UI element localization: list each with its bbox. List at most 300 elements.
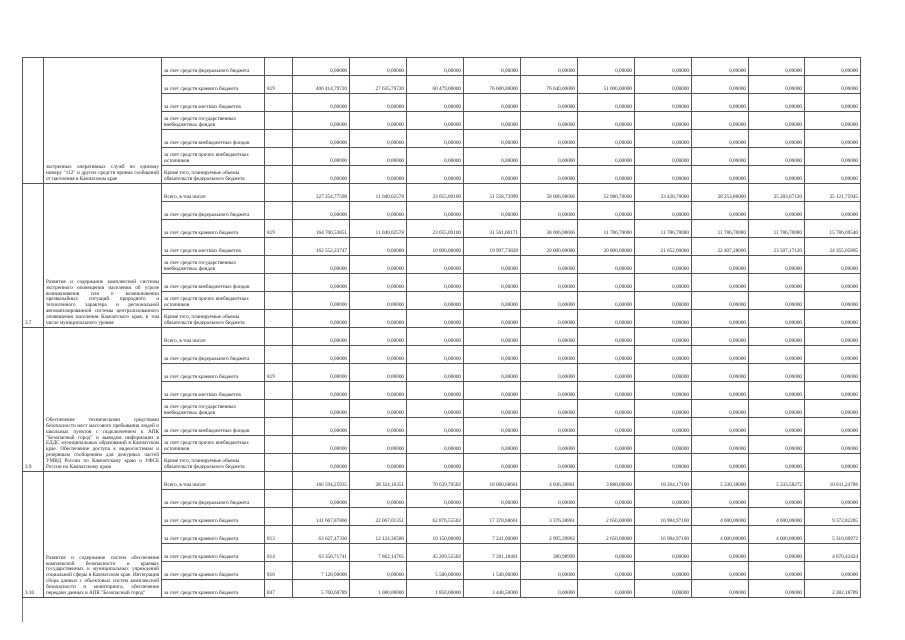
amount-cell: 0,00000 — [692, 130, 749, 148]
amount-cell: 0,00000 — [692, 580, 749, 598]
amount-cell: 0,00000 — [350, 94, 407, 112]
amount-cell: 0,00000 — [350, 166, 407, 184]
funding-source: за счет средств краевого бюджета — [162, 544, 265, 562]
amount-cell: 0,00000 — [692, 562, 749, 580]
amount-cell: 18 264,17100 — [635, 472, 692, 490]
amount-cell: 0,00000 — [464, 94, 521, 112]
amount-cell: 12 124,36586 — [350, 526, 407, 544]
amount-cell: 17 370,68661 — [464, 508, 521, 526]
amount-cell: 16 984,97100 — [635, 526, 692, 544]
amount-cell: 0,00000 — [407, 382, 464, 400]
budget-code — [265, 112, 293, 130]
amount-cell: 0,00000 — [635, 364, 692, 382]
amount-cell: 0,00000 — [521, 256, 578, 274]
amount-cell: 0,00000 — [407, 292, 464, 310]
amount-cell: 5 333,58272 — [749, 472, 805, 490]
amount-cell: 406 414,79720 — [293, 76, 350, 94]
amount-cell: 0,00000 — [464, 202, 521, 220]
amount-cell: 21 652,00000 — [635, 238, 692, 256]
amount-cell: 0,00000 — [521, 418, 578, 436]
funding-source: Кроме того, планируемые объемы обязательств федерального бюджета — [162, 310, 265, 328]
amount-cell: 0,00000 — [692, 58, 749, 76]
amount-cell: 5 760,68789 — [293, 580, 350, 598]
amount-cell: 0,00000 — [350, 256, 407, 274]
amount-cell: 11 786,70000 — [749, 220, 805, 238]
amount-cell: 15 786,69540 — [805, 220, 861, 238]
amount-cell: 0,00000 — [464, 382, 521, 400]
amount-cell: 0,00000 — [350, 202, 407, 220]
funding-source: за счет средств краевого бюджета — [162, 562, 265, 580]
amount-cell: 0,00000 — [464, 436, 521, 454]
amount-cell: 0,00000 — [805, 490, 861, 508]
amount-cell: 70 639,70502 — [407, 472, 464, 490]
amount-cell: 0,00000 — [521, 94, 578, 112]
funding-source: за счет средств внебюджетных фондов — [162, 418, 265, 436]
amount-cell: 10 150,00000 — [407, 526, 464, 544]
amount-cell: 0,00000 — [464, 148, 521, 166]
amount-cell: 0,00000 — [635, 148, 692, 166]
amount-cell: 7 862,14765 — [350, 544, 407, 562]
budget-code — [265, 346, 293, 364]
amount-cell: 3 448,50000 — [464, 580, 521, 598]
budget-code: 814 — [265, 544, 293, 562]
amount-cell: 2 382,18789 — [805, 580, 861, 598]
amount-cell: 0,00000 — [805, 202, 861, 220]
amount-cell: 0,00000 — [578, 256, 635, 274]
amount-cell: 0,00000 — [350, 382, 407, 400]
amount-cell: 0,00000 — [805, 256, 861, 274]
amount-cell: 0,00000 — [635, 418, 692, 436]
amount-cell: 0,00000 — [407, 328, 464, 346]
budget-code — [265, 454, 293, 472]
amount-cell: 0,00000 — [635, 292, 692, 310]
amount-cell: 0,00000 — [407, 490, 464, 508]
table-row — [23, 58, 861, 76]
funding-source: Всего, в том числе: — [162, 184, 265, 202]
amount-cell: 18 600,68661 — [464, 472, 521, 490]
amount-cell: 0,00000 — [578, 346, 635, 364]
budget-code — [265, 202, 293, 220]
amount-cell: 3 880,00000 — [578, 472, 635, 490]
amount-cell: 0,00000 — [749, 148, 805, 166]
budget-code — [265, 490, 293, 508]
amount-cell: 2 995,39862 — [521, 526, 578, 544]
budget-code: 816 — [265, 562, 293, 580]
amount-cell: 0,00000 — [407, 166, 464, 184]
budget-code — [265, 94, 293, 112]
amount-cell: 0,00000 — [578, 418, 635, 436]
amount-cell: 0,00000 — [635, 166, 692, 184]
amount-cell: 0,00000 — [521, 364, 578, 382]
amount-cell: 1 850,00000 — [407, 580, 464, 598]
amount-cell: 0,00000 — [464, 310, 521, 328]
amount-cell: 0,00000 — [749, 364, 805, 382]
amount-cell: 0,00000 — [521, 562, 578, 580]
amount-cell: 0,00000 — [293, 292, 350, 310]
budget-code: 819 — [265, 364, 293, 382]
amount-cell: 0,00000 — [692, 148, 749, 166]
amount-cell: 5 310,60972 — [805, 526, 861, 544]
amount-cell: 0,00000 — [293, 256, 350, 274]
amount-cell: 0,00000 — [749, 454, 805, 472]
amount-cell: 0,00000 — [805, 58, 861, 76]
amount-cell: 0,00000 — [578, 292, 635, 310]
amount-cell: 19 997,73828 — [464, 238, 521, 256]
amount-cell: 11 786,70000 — [578, 220, 635, 238]
budget-code — [265, 310, 293, 328]
amount-cell: 0,00000 — [635, 400, 692, 418]
amount-cell: 0,00000 — [521, 310, 578, 328]
amount-cell: 0,00000 — [578, 490, 635, 508]
activity-description: Развитие и содержание комплексной системы экстренного оповещения населения об угрозе возникновения или о возникновении чрезвычайных ситуаций природного и техногенного характера и региональной автоматизированной системы централизованного оповещения населения Камчатского края, в том числе муниципального уровня — [44, 184, 162, 328]
amount-cell: 0,00000 — [635, 94, 692, 112]
table-body — [23, 58, 861, 598]
amount-cell: 0,00000 — [578, 364, 635, 382]
funding-source: за счет средств прочих внебюджетных источников — [162, 436, 265, 454]
amount-cell: 0,00000 — [293, 274, 350, 292]
funding-source: за счет средств федерального бюджета — [162, 58, 265, 76]
amount-cell: 0,00000 — [635, 436, 692, 454]
amount-cell: 62 876,55502 — [407, 508, 464, 526]
amount-cell: 0,00000 — [578, 400, 635, 418]
amount-cell: 0,00000 — [805, 364, 861, 382]
amount-cell: 0,00000 — [805, 418, 861, 436]
amount-cell: 0,00000 — [635, 544, 692, 562]
amount-cell: 0,00000 — [749, 202, 805, 220]
budget-code — [265, 382, 293, 400]
amount-cell: 0,00000 — [635, 76, 692, 94]
amount-cell: 0,00000 — [407, 202, 464, 220]
amount-cell: 0,00000 — [293, 490, 350, 508]
amount-cell: 0,00000 — [692, 256, 749, 274]
budget-code — [265, 328, 293, 346]
amount-cell: 0,00000 — [464, 112, 521, 130]
amount-cell: 0,00000 — [805, 112, 861, 130]
amount-cell: 0,00000 — [293, 454, 350, 472]
amount-cell: 0,00000 — [293, 166, 350, 184]
amount-cell: 4 000,00000 — [749, 508, 805, 526]
amount-cell: 0,00000 — [635, 310, 692, 328]
amount-cell: 0,00000 — [692, 94, 749, 112]
amount-cell: 0,00000 — [692, 418, 749, 436]
budget-code — [265, 58, 293, 76]
amount-cell: 0,00000 — [521, 292, 578, 310]
amount-cell: 5 330,38000 — [692, 472, 749, 490]
budget-code — [265, 256, 293, 274]
amount-cell: 0,00000 — [692, 400, 749, 418]
amount-cell: 0,00000 — [578, 58, 635, 76]
amount-cell: 0,00000 — [407, 454, 464, 472]
funding-source: за счет средств федерального бюджета — [162, 346, 265, 364]
table-row — [23, 328, 861, 346]
amount-cell: 0,00000 — [578, 436, 635, 454]
amount-cell: 11 786,70000 — [692, 220, 749, 238]
funding-table — [22, 57, 861, 598]
amount-cell: 0,00000 — [805, 76, 861, 94]
amount-cell: 0,00000 — [578, 454, 635, 472]
budget-code — [265, 166, 293, 184]
amount-cell: 22 407,28000 — [692, 238, 749, 256]
amount-cell: 7 241,00000 — [464, 526, 521, 544]
budget-code: 813 — [265, 526, 293, 544]
amount-cell: 45 209,55502 — [407, 544, 464, 562]
funding-source: за счет средств государственных внебюджетных фондов — [162, 256, 265, 274]
amount-cell: 0,00000 — [407, 310, 464, 328]
amount-cell: 0,00000 — [464, 256, 521, 274]
amount-cell: 0,00000 — [692, 490, 749, 508]
amount-cell: 0,00000 — [464, 346, 521, 364]
amount-cell: 0,00000 — [749, 328, 805, 346]
amount-cell: 0,00000 — [407, 436, 464, 454]
funding-source: за счет средств внебюджетных фондов — [162, 274, 265, 292]
amount-cell: 0,00000 — [805, 94, 861, 112]
funding-source: за счет средств федерального бюджета — [162, 202, 265, 220]
amount-cell: 0,00000 — [350, 328, 407, 346]
budget-code — [265, 130, 293, 148]
amount-cell: 0,00000 — [521, 58, 578, 76]
amount-cell: 0,00000 — [521, 400, 578, 418]
budget-code — [265, 148, 293, 166]
table-row — [23, 472, 861, 490]
funding-source: за счет средств прочих внебюджетных источников — [162, 148, 265, 166]
amount-cell: 0,00000 — [407, 346, 464, 364]
activity-description: Развитие и содержание систем обеспечения комплексной безопасности и краевых государственных и муниципальных учреждений социальной сферы в Камчатском крае. Интеграция сбора данных с объектовых систем комплексной безопасности и мониторинга, обеспечение передачи данных в АПК "Безопасный город" — [44, 472, 162, 598]
budget-code: 847 — [265, 580, 293, 598]
amount-cell: 0,00000 — [749, 256, 805, 274]
amount-cell: 0,00000 — [692, 292, 749, 310]
amount-cell: 28 324,16351 — [350, 472, 407, 490]
amount-cell: 141 667,87860 — [293, 508, 350, 526]
amount-cell: 0,00000 — [749, 382, 805, 400]
amount-cell: 5 580,00000 — [407, 562, 464, 580]
amount-cell: 0,00000 — [521, 166, 578, 184]
funding-source: за счет средств федерального бюджета — [162, 490, 265, 508]
amount-cell: 0,00000 — [578, 166, 635, 184]
amount-cell: 51 000,00000 — [578, 76, 635, 94]
amount-cell: 0,00000 — [805, 400, 861, 418]
amount-cell: 0,00000 — [407, 256, 464, 274]
amount-cell: 22 067,01351 — [350, 508, 407, 526]
amount-cell: 0,00000 — [521, 130, 578, 148]
amount-cell: 0,00000 — [578, 202, 635, 220]
budget-code — [265, 292, 293, 310]
amount-cell: 0,00000 — [350, 274, 407, 292]
amount-cell: 0,00000 — [521, 346, 578, 364]
amount-cell: 7 281,18461 — [464, 544, 521, 562]
amount-cell: 0,00000 — [635, 346, 692, 364]
amount-cell: 0,00000 — [805, 148, 861, 166]
table-row — [23, 184, 861, 202]
amount-cell: 7 128,00000 — [293, 562, 350, 580]
funding-source: Кроме того, планируемые объемы обязательств федерального бюджета — [162, 166, 265, 184]
amount-cell: 4 000,00000 — [692, 508, 749, 526]
amount-cell: 0,00000 — [805, 328, 861, 346]
amount-cell: 0,00000 — [464, 490, 521, 508]
funding-source: за счет средств государственных внебюджетных фондов — [162, 112, 265, 130]
amount-cell: 0,00000 — [805, 346, 861, 364]
amount-cell: 20 800,00000 — [578, 238, 635, 256]
amount-cell: 10 000,00000 — [407, 238, 464, 256]
amount-cell: 0,00000 — [749, 112, 805, 130]
amount-cell: 0,00000 — [350, 418, 407, 436]
amount-cell: 33 428,70000 — [635, 184, 692, 202]
amount-cell: 0,00000 — [749, 130, 805, 148]
funding-source: Всего, в том числе: — [162, 328, 265, 346]
funding-source: за счет средств краевого бюджета — [162, 364, 265, 382]
amount-cell: 164 700,53851 — [293, 220, 350, 238]
amount-cell: 0,00000 — [407, 112, 464, 130]
amount-cell: 23 055,09100 — [407, 220, 464, 238]
funding-source: за счет средств внебюджетных фондов — [162, 130, 265, 148]
funding-source: за счет средств местных бюджетов — [162, 238, 265, 256]
amount-cell: 4 000,00000 — [692, 526, 749, 544]
amount-cell: 0,00000 — [350, 238, 407, 256]
amount-cell: 0,00000 — [464, 418, 521, 436]
amount-cell: 0,00000 — [293, 400, 350, 418]
amount-cell: 0,00000 — [692, 112, 749, 130]
amount-cell: 0,00000 — [692, 436, 749, 454]
budget-code: 819 — [265, 220, 293, 238]
amount-cell: 33 055,09100 — [407, 184, 464, 202]
budget-code: 819 — [265, 76, 293, 94]
item-number: 3.10 — [23, 472, 44, 598]
amount-cell: 0,00000 — [635, 202, 692, 220]
amount-cell: 0,00000 — [805, 454, 861, 472]
amount-cell: 0,00000 — [464, 292, 521, 310]
amount-cell: 0,00000 — [293, 310, 350, 328]
amount-cell: 0,00000 — [350, 400, 407, 418]
amount-cell: 0,00000 — [407, 364, 464, 382]
amount-cell: 0,00000 — [635, 580, 692, 598]
funding-source: за счет средств краевого бюджета — [162, 526, 265, 544]
amount-cell: 0,00000 — [350, 436, 407, 454]
budget-code — [265, 472, 293, 490]
amount-cell: 38 253,86000 — [692, 184, 749, 202]
amount-cell: 31 561,00171 — [464, 220, 521, 238]
amount-cell: 0,00000 — [407, 400, 464, 418]
amount-cell: 0,00000 — [293, 346, 350, 364]
amount-cell: 0,00000 — [692, 454, 749, 472]
amount-cell: 4 036,38861 — [521, 472, 578, 490]
amount-cell: 0,00000 — [350, 454, 407, 472]
amount-cell: 1 080,00000 — [350, 580, 407, 598]
funding-source: за счет средств краевого бюджета — [162, 220, 265, 238]
amount-cell: 63 356,71741 — [293, 544, 350, 562]
funding-source: за счет средств прочих внебюджетных источников — [162, 292, 265, 310]
amount-cell: 0,00000 — [407, 148, 464, 166]
amount-cell: 0,00000 — [464, 166, 521, 184]
amount-cell: 0,00000 — [692, 328, 749, 346]
amount-cell: 0,00000 — [407, 94, 464, 112]
amount-cell: 0,00000 — [578, 112, 635, 130]
activity-description: экстренных оперативных служб по единому номеру "112" и других средств приема сообщений от населения в Камчатском крае — [44, 58, 162, 184]
amount-cell: 0,00000 — [692, 364, 749, 382]
amount-cell: 58 006,98666 — [521, 184, 578, 202]
amount-cell: 0,00000 — [749, 418, 805, 436]
amount-cell: 11 040,02578 — [350, 184, 407, 202]
amount-cell: 2 650,00000 — [578, 508, 635, 526]
amount-cell: 0,00000 — [293, 148, 350, 166]
amount-cell: 0,00000 — [521, 112, 578, 130]
amount-cell: 0,00000 — [805, 382, 861, 400]
item-number: 3.7 — [23, 184, 44, 328]
budget-code — [265, 400, 293, 418]
activity-description: Обеспечение техническими средствами безопасности мест массового пребывания людей и школьных пунктов с подключением к АПК "Безопасный город" и выводом информации в ЕДДС муниципальных образований в Камчатском крае. Обеспечение доступа к видеосистемам и резервным сообщениям для дежурных частей УМВД России по Камчатскому краю и УФСБ России по Камчатскому краю — [44, 328, 162, 472]
amount-cell: 0,00000 — [521, 436, 578, 454]
amount-cell: 162 552,23747 — [293, 238, 350, 256]
amount-cell: 0,00000 — [521, 382, 578, 400]
amount-cell: 0,00000 — [578, 562, 635, 580]
amount-cell: 0,00000 — [749, 274, 805, 292]
amount-cell: 0,00000 — [350, 310, 407, 328]
budget-table-page — [22, 57, 860, 598]
amount-cell: 0,00000 — [692, 166, 749, 184]
amount-cell: 0,00000 — [407, 418, 464, 436]
amount-cell: 0,00000 — [692, 382, 749, 400]
amount-cell: 0,00000 — [805, 436, 861, 454]
amount-cell: 0,00000 — [692, 346, 749, 364]
amount-cell: 2 650,00000 — [578, 526, 635, 544]
amount-cell: 3 376,38861 — [521, 508, 578, 526]
amount-cell: 23 507,17120 — [749, 238, 805, 256]
funding-source: Кроме того, планируемые объемы обязательств федерального бюджета — [162, 454, 265, 472]
funding-source: Всего, в том числе: — [162, 472, 265, 490]
amount-cell: 0,00000 — [749, 436, 805, 454]
funding-source: за счет средств краевого бюджета — [162, 580, 265, 598]
amount-cell: 0,00000 — [350, 364, 407, 382]
budget-code — [265, 418, 293, 436]
amount-cell: 76 600,00000 — [464, 76, 521, 94]
amount-cell: 0,00000 — [464, 130, 521, 148]
amount-cell: 0,00000 — [692, 544, 749, 562]
amount-cell: 0,00000 — [464, 58, 521, 76]
amount-cell: 4 670,43424 — [805, 544, 861, 562]
amount-cell: 0,00000 — [293, 112, 350, 130]
amount-cell: 0,00000 — [749, 580, 805, 598]
budget-code — [265, 274, 293, 292]
amount-cell: 0,00000 — [578, 94, 635, 112]
amount-cell: 0,00000 — [464, 454, 521, 472]
amount-cell: 327 254,77598 — [293, 184, 350, 202]
amount-cell: 11 040,02578 — [350, 220, 407, 238]
amount-cell: 0,00000 — [578, 382, 635, 400]
amount-cell: 0,00000 — [350, 148, 407, 166]
amount-cell: 0,00000 — [521, 148, 578, 166]
amount-cell: 0,00000 — [521, 328, 578, 346]
amount-cell: 0,00000 — [692, 274, 749, 292]
amount-cell: 0,00000 — [635, 256, 692, 274]
amount-cell: 0,00000 — [293, 328, 350, 346]
amount-cell: 0,00000 — [749, 94, 805, 112]
amount-cell: 0,00000 — [521, 490, 578, 508]
amount-cell: 0,00000 — [749, 400, 805, 418]
amount-cell: 24 355,05805 — [805, 238, 861, 256]
amount-cell: 0,00000 — [350, 112, 407, 130]
amount-cell: 0,00000 — [464, 328, 521, 346]
amount-cell: 0,00000 — [350, 58, 407, 76]
amount-cell: 0,00000 — [350, 292, 407, 310]
amount-cell: 0,00000 — [521, 274, 578, 292]
amount-cell: 20 000,00000 — [521, 238, 578, 256]
amount-cell: 0,00000 — [749, 490, 805, 508]
amount-cell: 0,00000 — [407, 274, 464, 292]
amount-cell: 0,00000 — [805, 310, 861, 328]
amount-cell: 0,00000 — [635, 490, 692, 508]
amount-cell: 0,00000 — [749, 58, 805, 76]
amount-cell: 0,00000 — [805, 166, 861, 184]
amount-cell: 0,00000 — [293, 58, 350, 76]
amount-cell: 0,00000 — [350, 562, 407, 580]
